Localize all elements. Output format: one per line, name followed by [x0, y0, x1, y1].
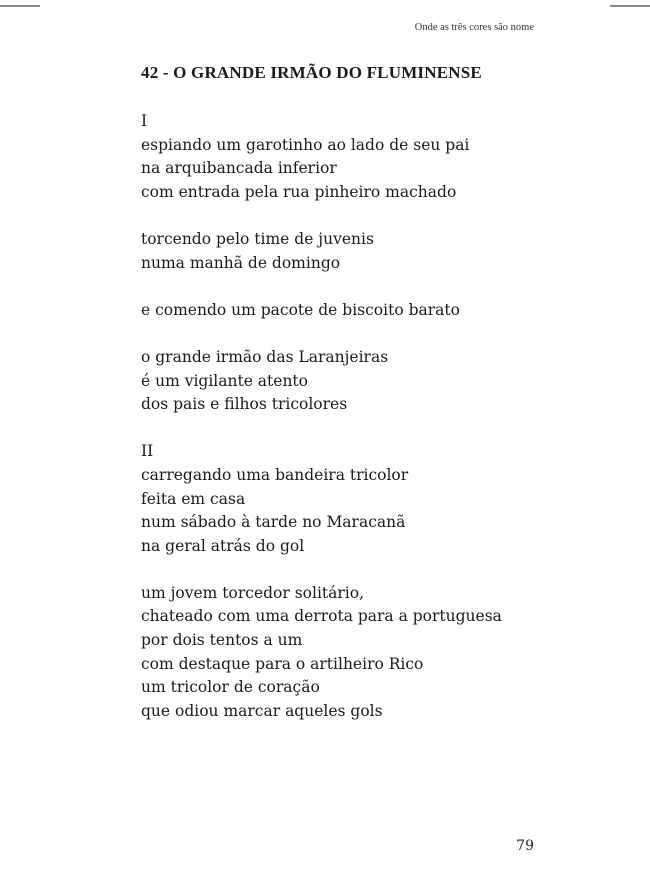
- poem-line: carregando uma bandeira tricolor: [141, 465, 409, 484]
- crop-mark-left: [0, 5, 40, 7]
- poem-line: espiando um garotinho ao lado de seu pai: [141, 135, 470, 154]
- poem-line: com entrada pela rua pinheiro machado: [141, 182, 457, 201]
- poem-line: com destaque para o artilheiro Rico: [141, 654, 424, 673]
- poem-line: o grande irmão das Laranjeiras: [141, 347, 389, 366]
- crop-mark-right: [610, 5, 650, 7]
- chapter-title: 42 - O GRANDE IRMÃO DO FLUMINENSE: [141, 63, 482, 82]
- poem-line: que odiou marcar aqueles gols: [141, 701, 383, 720]
- page-number: 79: [516, 838, 534, 854]
- poem-line: chateado com uma derrota para a portuguesa: [141, 607, 502, 626]
- poem-line: um jovem torcedor solitário,: [141, 583, 365, 602]
- poem-stanza: [141, 440, 581, 558]
- poem-stanza: [141, 582, 581, 724]
- section-numeral: II: [141, 442, 154, 461]
- poem-line: num sábado à tarde no Maracanã: [141, 513, 406, 532]
- poem-line: é um vigilante atento: [141, 371, 308, 390]
- poem-line: torcendo pelo time de juvenis: [141, 229, 374, 248]
- poem-line: na geral atrás do gol: [141, 536, 305, 555]
- poem-stanza: [141, 228, 581, 275]
- section-numeral: I: [141, 112, 148, 130]
- running-header: Onde as três cores são nome: [414, 22, 534, 33]
- poem-line: feita em casa: [141, 489, 246, 508]
- poem-line: um tricolor de coração: [141, 678, 320, 697]
- poem-line: dos pais e filhos tricolores: [141, 395, 348, 414]
- poem-line: na arquibancada inferior: [141, 159, 337, 178]
- poem-stanza: [141, 110, 581, 204]
- poem-line: numa manhã de domingo: [141, 253, 341, 272]
- poem-line: por dois tentos a um: [141, 631, 303, 650]
- poem-body: [141, 110, 581, 747]
- poem-stanza: [141, 346, 581, 417]
- poem-stanza: [141, 299, 581, 323]
- poem-line: e comendo um pacote de biscoito barato: [141, 300, 460, 319]
